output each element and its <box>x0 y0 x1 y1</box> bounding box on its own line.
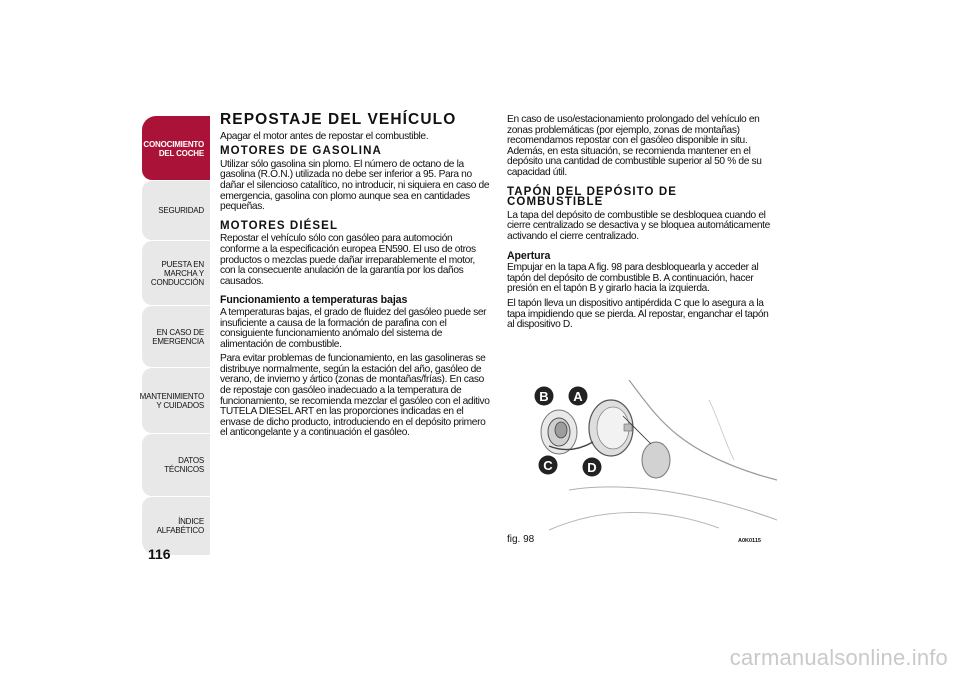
svg-text:B: B <box>539 389 549 404</box>
section-heading-gasolina: MOTORES DE GASOLINA <box>220 145 382 158</box>
tab-label: MANTENIMIENTO Y CUIDADOS <box>139 391 204 410</box>
page-number: 116 <box>148 546 171 562</box>
tab-en-caso-de-emergencia[interactable] <box>142 306 212 367</box>
fuel-cap-illustration <box>509 380 777 532</box>
subsection-heading-apertura: Apertura <box>507 249 551 262</box>
tab-label: SEGURIDAD <box>158 206 204 215</box>
intro-paragraph: Apagar el motor antes de repostar el combustible. <box>220 130 429 142</box>
gasolina-paragraph: Utilizar sólo gasolina sin plomo. El número de octano de la gasolina (R.O.N.) utilizada no debe ser inferior a 95. Para no dañar el silencioso catalítico, no introducir, ni siquiera en caso de emergencia, gasolina con plomo aunque sea en cantidades pequeñas. <box>220 158 490 213</box>
fuel-cap-figure <box>509 380 777 546</box>
section-heading-tapon: TAPÓN DEL DEPÓSITO DE COMBUSTIBLE <box>507 185 678 209</box>
tab-puesta-en-marcha[interactable] <box>142 241 212 305</box>
bajas-paragraph-1: A temperaturas bajas, el grado de fluidez del gasóleo puede ser insuficiente a causa de la formación de parafina con el consiguiente funcionamiento anómalo del sistema de alimentación de combustible. <box>220 306 487 350</box>
tab-label: PUESTA EN MARCHA Y CONDUCCIÓN <box>150 259 204 287</box>
figure-caption: fig. 98 <box>507 534 535 545</box>
tab-datos-tecnicos[interactable] <box>142 434 212 496</box>
subsection-heading-bajas: Funcionamiento a temperaturas bajas <box>220 294 408 307</box>
tab-label: CONOCIMIENTO DEL COCHE <box>143 140 204 158</box>
section-heading-diesel: MOTORES DIÉSEL <box>220 219 339 232</box>
bajas-paragraph-2: Para evitar problemas de funcionamiento, en las gasolineras se distribuye normalmente, según la estación del año, gasóleo de verano, de invierno y ártico (zonas de montañas/frías). En caso de repostaje con gasóleo inadecuado a la temperatura de funcionamiento, se recomienda mezclar el gasóleo con el aditivo TUTELA DIESEL ART en las proporciones indicadas en el envase de dicho producto, introduciendo en el depósito primero el anticongelante y a continuación el gasóleo. <box>220 353 490 439</box>
tab-label: EN CASO DE EMERGENCIA <box>152 327 204 346</box>
watermark: carmanualsonline.info <box>729 645 948 670</box>
tab-conocimiento-del-coche[interactable] <box>142 116 212 180</box>
right-intro-paragraph: En caso de uso/estacionamiento prolongado del vehículo en zonas problemáticas (por ejemplo, zonas de montañas) recomendamos repostar con el gasóleo disponible in situ. Además, en esta situación, se recomienda mantener en el depósito una cantidad de combustible superior al 50 % de su capacidad útil. <box>507 114 762 178</box>
tab-label: ÍNDICE ALFABÉTICO <box>156 517 204 535</box>
tab-mantenimiento[interactable] <box>139 368 212 433</box>
chapter-sidebar <box>139 116 212 556</box>
label-b <box>535 387 554 406</box>
label-a <box>569 387 588 406</box>
figure-code: A0K0115 <box>738 538 761 544</box>
left-column <box>220 111 492 443</box>
tab-seguridad[interactable] <box>142 181 212 240</box>
label-c <box>539 456 558 475</box>
label-d <box>583 458 602 477</box>
svg-text:C: C <box>543 458 553 473</box>
apertura-paragraph-2: El tapón lleva un dispositivo antipérdida C que lo asegura a la tapa impidiendo que se pierda. Al repostar, enganchar el tapón al dispositivo D. <box>507 297 769 331</box>
svg-text:A: A <box>573 389 583 404</box>
page-title: REPOSTAJE DEL VEHÍCULO <box>220 111 457 128</box>
diesel-paragraph: Repostar el vehículo sólo con gasóleo para automoción conforme a la especificación europea EN590. El uso de otros productos o mezclas puede dañar irreparablemente el motor, con la consecuente anulación de la garantía por los daños causados. <box>220 233 476 287</box>
svg-text:D: D <box>587 460 597 475</box>
apertura-paragraph-1: Empujar en la tapa A fig. 98 para desbloquearla y acceder al tapón del depósito de combustible B. A continuación, hacer presión en el tapón B y girarlo hacia la izquierda. <box>507 262 759 295</box>
tab-label: DATOS TÉCNICOS <box>164 456 204 474</box>
tapon-paragraph: La tapa del depósito de combustible se desbloquea cuando el cierre centralizado se desactiva y se bloquea automáticamente activando el cierre centralizado. <box>507 209 770 242</box>
right-column <box>507 115 775 335</box>
